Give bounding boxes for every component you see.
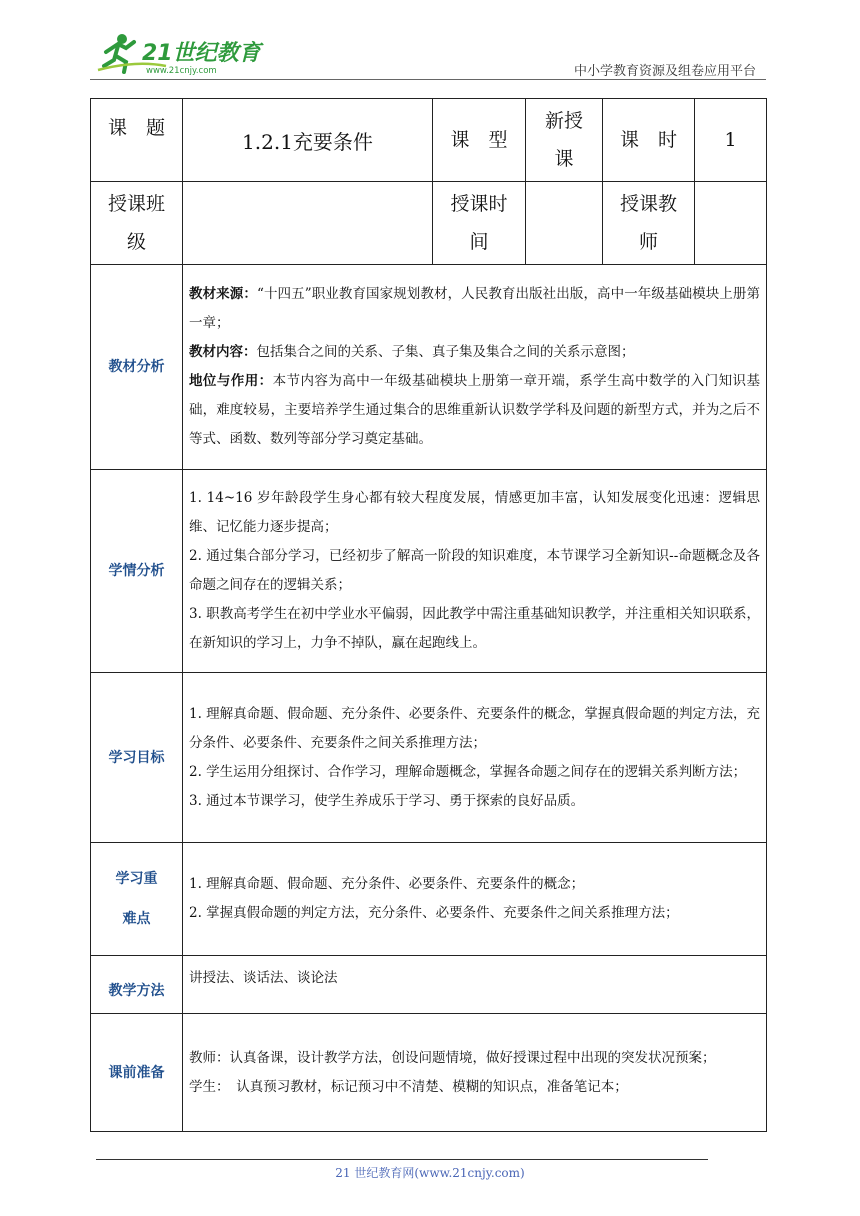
goals-label: 学习目标 [91, 673, 183, 843]
prep-teacher: 教师：认真备课，设计教学方法，创设问题情境，做好授课过程中出现的突发状况预案； [189, 1049, 716, 1066]
material-source-text: “十四五”职业教育国家规划教材，人民教育出版社出版，高中一年级基础模块上册第一章； [189, 286, 761, 331]
students-content [183, 470, 767, 673]
students-item: 1. 14~16 岁年龄段学生身心都有较大程度发展，情感更加丰富，认知发展变化迅速：逻辑思维、记忆能力逐步提高； [189, 490, 760, 535]
teacher-value [695, 182, 767, 265]
row-topic [91, 99, 767, 182]
row-material [91, 265, 767, 470]
prep-label: 课前准备 [91, 1014, 183, 1132]
lesson-plan-table [90, 98, 767, 1132]
material-source-title: 教材来源： [189, 286, 257, 302]
material-source [189, 280, 760, 338]
type-value: 新授课 [526, 99, 603, 182]
students-label: 学情分析 [91, 470, 183, 673]
material-content [183, 265, 767, 470]
hours-value: 1 [695, 99, 767, 182]
keypoints-label: 学习重难点 [91, 843, 183, 956]
class-value [183, 182, 433, 265]
header-divider [90, 79, 766, 80]
row-prep [91, 1014, 767, 1132]
teacher-label: 授课教师 [603, 182, 695, 265]
row-methods [91, 956, 767, 1014]
topic-value: 1.2.1充要条件 [183, 99, 433, 182]
logo-url: www.21cnjy.com [146, 66, 217, 76]
footer-divider [96, 1159, 708, 1160]
row-goals [91, 673, 767, 843]
topic-label: 课 题 [91, 99, 183, 182]
goals-item: 3. 通过本节课学习，使学生养成乐于学习、勇于探索的良好品质。 [189, 792, 585, 809]
material-label: 教材分析 [91, 265, 183, 470]
row-class [91, 182, 767, 265]
students-item: 3. 职教高考学生在初中学业水平偏弱，因此教学中需注重基础知识教学，并注重相关知识联系，在新知识的学习上，力争不掉队，赢在起跑线上。 [189, 606, 760, 651]
material-content-title: 教材内容： [189, 344, 257, 360]
hours-label: 课 时 [603, 99, 695, 182]
goals-content [183, 673, 767, 843]
students-item: 2. 通过集合部分学习，已经初步了解高一阶段的知识难度，本节课学习全新知识--命题概念及各命题之间存在的逻辑关系； [189, 548, 760, 593]
methods-label: 教学方法 [91, 956, 183, 1014]
material-content-line [189, 338, 760, 367]
material-role-title: 地位与作用： [189, 373, 273, 389]
prep-content [183, 1014, 767, 1132]
time-value [526, 182, 603, 265]
keypoints-content [183, 843, 767, 956]
keypoints-item: 1. 理解真命题、假命题、充分条件、必要条件、充要条件的概念； [189, 876, 585, 892]
site-logo [96, 30, 266, 78]
type-label: 课 型 [433, 99, 526, 182]
methods-content: 讲授法、谈话法、谈论法 [183, 956, 767, 1014]
logo-text: 21世纪教育 [142, 41, 261, 66]
footer-link[interactable]: 21 世纪教育网(www.21cnjy.com) [335, 1166, 525, 1180]
time-label: 授课时间 [433, 182, 526, 265]
class-label: 授课班级 [91, 182, 183, 265]
row-students [91, 470, 767, 673]
keypoints-item: 2. 掌握真假命题的判定方法，充分条件、必要条件、充要条件之间关系推理方法； [189, 905, 679, 921]
goals-item: 1. 理解真命题、假命题、充分条件、必要条件、充要条件的概念，掌握真假命题的判定方法，充分条件、必要条件、充要条件之间关系推理方法； [189, 705, 760, 751]
material-content-text: 包括集合之间的关系、子集、真子集及集合之间的关系示意图； [256, 344, 635, 360]
goals-item: 2. 学生运用分组探讨、合作学习，理解命题概念，掌握各命题之间存在的逻辑关系判断方法； [189, 763, 747, 780]
header-platform-name: 中小学教育资源及组卷应用平台 [573, 64, 756, 79]
row-keypoints [91, 843, 767, 956]
prep-student: 学生： 认真预习教材，标记预习中不清楚、模糊的知识点，准备笔记本； [189, 1078, 628, 1095]
material-role-text: 本节内容为高中一年级基础模块上册第一章开端，系学生高中数学的入门知识基础，难度较易，主要培养学生通过集合的思维重新认识数学学科及问题的新型方式，并为之后不等式、函数、数列等部分学习奠定基础。 [189, 373, 760, 447]
material-role [189, 367, 760, 454]
